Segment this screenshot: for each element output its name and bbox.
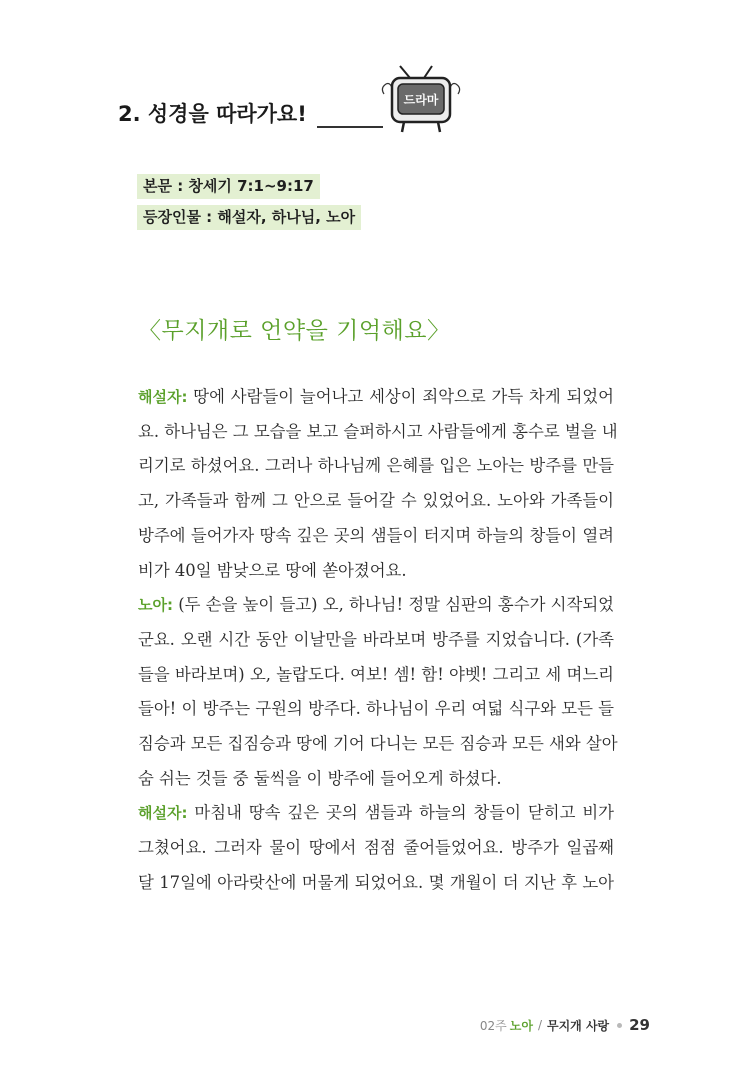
footer-separator: / (537, 1018, 542, 1032)
section-heading (118, 98, 383, 128)
speaker-label: 해설자: (138, 388, 188, 406)
script-line: 비가 40일 밤낮으로 땅에 쏟아졌어요. (138, 560, 407, 580)
footer-title: 무지개 사랑 (546, 1018, 610, 1033)
script-line: 노아: (두 손을 높이 들고) 오, 하나님! 정말 심판의 홍수가 시작되었 (138, 595, 614, 615)
tv-badge-text: 드라마 (403, 93, 439, 107)
script-line: 해설자: 땅에 사람들이 늘어나고 세상이 죄악으로 가득 차게 되었어 (138, 387, 614, 406)
script-line: 달 17일에 아라랏산에 머물게 되었어요. 몇 개월이 더 지난 후 노아 (138, 872, 614, 892)
drama-script (138, 380, 618, 901)
script-line: 그쳤어요. 그러자 물이 땅에서 점점 줄어들었어요. 방주가 일곱째 (138, 838, 614, 858)
characters-list: 등장인물 : 해설자, 하나님, 노아 (137, 205, 361, 230)
footer-dot-icon (617, 1023, 622, 1028)
page-number: 29 (629, 1016, 650, 1034)
speaker-label: 노아: (138, 596, 173, 615)
tv-drama-icon (380, 64, 462, 136)
script-line: 들을 바라보며) 오, 놀랍도다. 여보! 셈! 함! 야벳! 그리고 세 며느리 (138, 664, 614, 684)
script-line: 숨 쉬는 것들 중 둘씩을 이 방주에 들어오게 하셨다. (138, 768, 502, 788)
script-line: 해설자: 마침내 땅속 깊은 곳의 샘들과 하늘의 창들이 닫히고 비가 (138, 803, 614, 823)
footer-week: 02주 (479, 1018, 507, 1033)
script-line: 군요. 오랜 시간 동안 이날만을 바라보며 방주를 지었습니다. (가족 (138, 629, 614, 649)
script-line: 리기로 하셨어요. 그러나 하나님께 은혜를 입은 노아는 방주를 만들 (138, 456, 614, 476)
script-line: 고, 가족들과 함께 그 안으로 들어갈 수 있었어요. 노아와 가족들이 (138, 491, 614, 511)
page-footer (480, 1016, 650, 1034)
script-line: 요. 하나님은 그 모습을 보고 슬퍼하시고 사람들에게 홍수로 벌을 내 (138, 421, 618, 441)
script-line: 방주에 들어가자 땅속 깊은 곳의 샘들이 터지며 하늘의 창들이 열려 (138, 525, 614, 545)
heading-text: 2. 성경을 따라가요! (118, 102, 307, 126)
speaker-label: 해설자: (138, 804, 188, 823)
section-title: 〈무지개로 언약을 기억해요〉 (138, 318, 451, 344)
scripture-reference: 본문 : 창세기 7:1~9:17 (137, 174, 320, 199)
script-line: 짐승과 모든 집짐승과 땅에 기어 다니는 모든 짐승과 모든 새와 살아 (138, 734, 618, 754)
heading-blank-line (317, 108, 383, 128)
passage-info (137, 174, 361, 236)
script-line: 들아! 이 방주는 구원의 방주다. 하나님이 우리 여덟 식구와 모든 들 (138, 699, 614, 719)
footer-lesson-name: 노아 (509, 1018, 533, 1033)
